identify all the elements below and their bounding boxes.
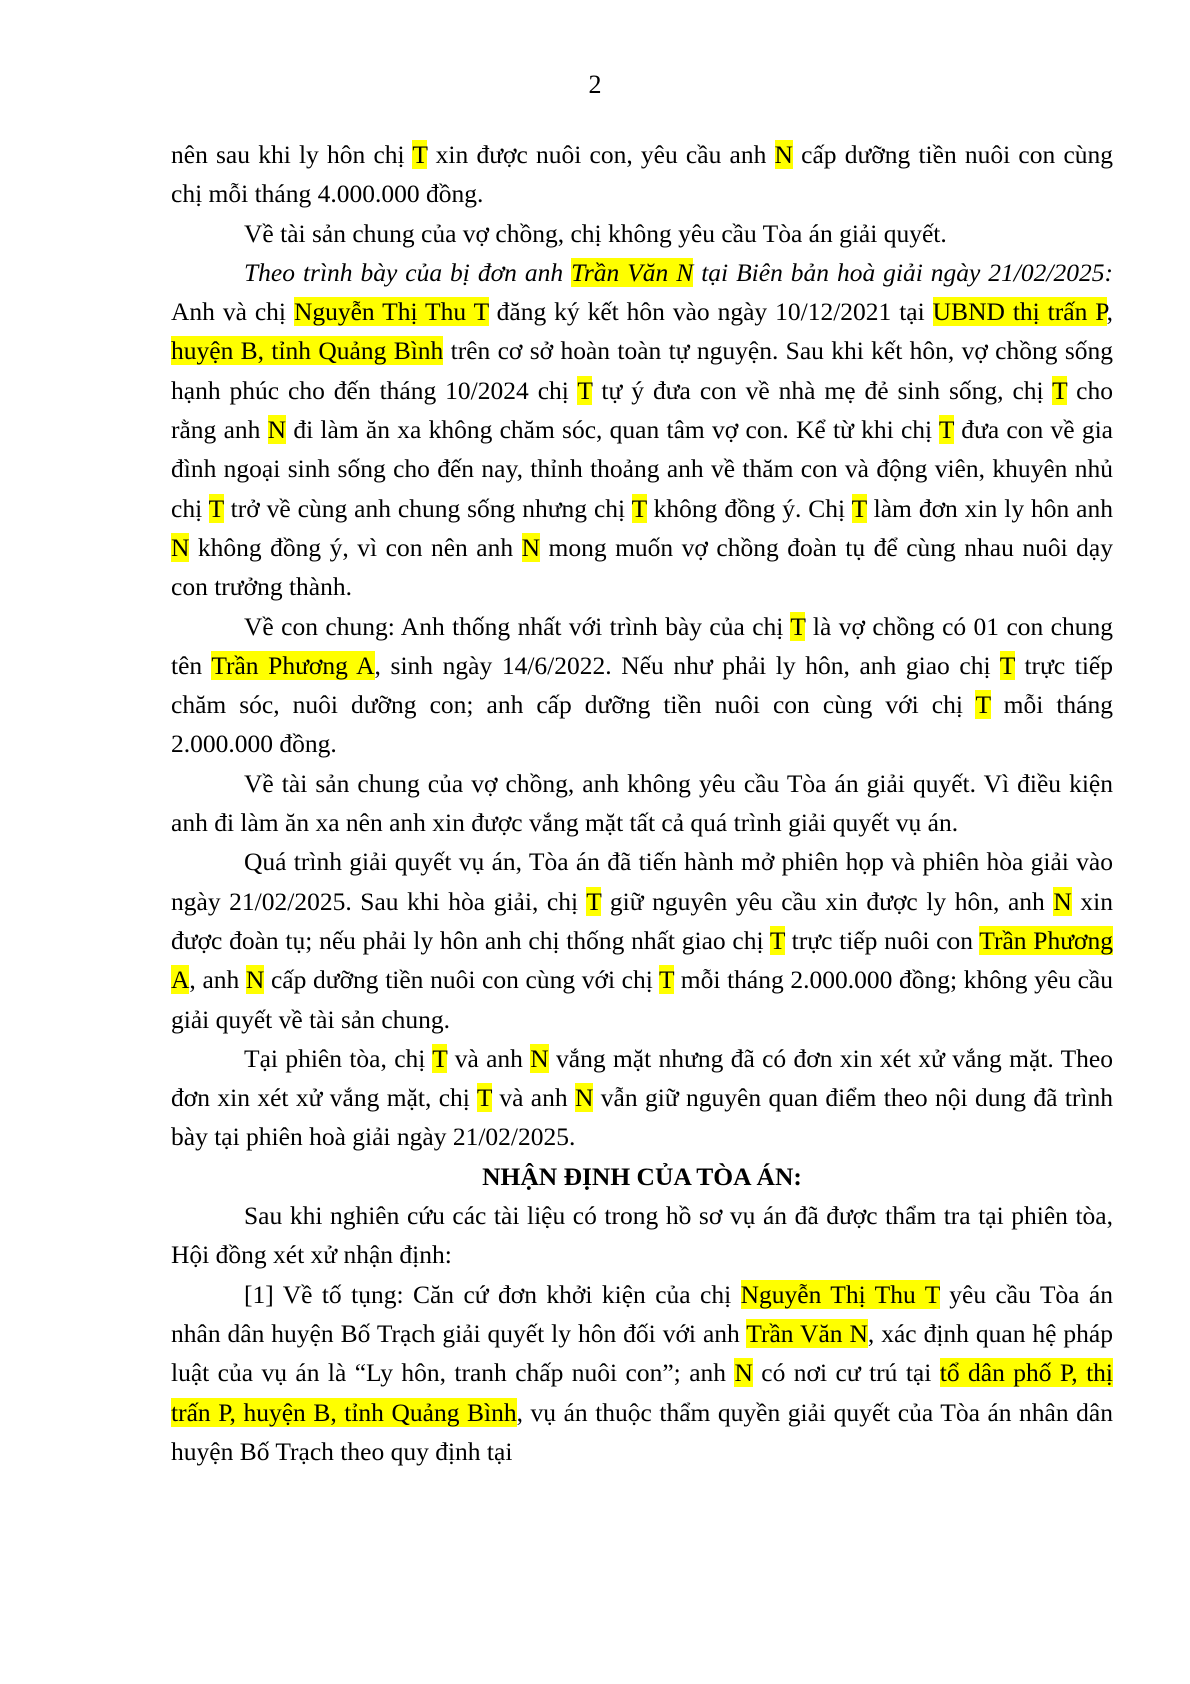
text-run: Sau khi nghiên cứu các tài liệu có trong hồ sơ vụ án đã được thẩm tra tại phiên tòa, Hội đồng xét xử nhận định: xyxy=(171,1201,1113,1270)
text-run: trở về cùng anh chung sống nhưng chị xyxy=(223,493,632,523)
highlighted-text: T xyxy=(790,611,806,641)
text-run: xin được nuôi con, yêu cầu anh xyxy=(427,140,775,169)
text-run: không đồng ý. Chị xyxy=(646,493,852,523)
highlighted-text: T xyxy=(1052,375,1068,405)
text-run: Anh và chị xyxy=(171,297,294,327)
text-run: mỗi tháng 2.000.000 đồng. xyxy=(171,690,1113,759)
paragraph xyxy=(171,214,1113,253)
text-run: đưa con về gia đình ngoại sinh sống cho đến nay, thỉnh thoảng anh về thăm con và động viên, khuyên nhủ chị xyxy=(171,415,1113,523)
highlighted-text: T xyxy=(476,1083,492,1113)
text-run: mỗi tháng 2.000.000 đồng; không yêu cầu giải quyết về tài sản chung. xyxy=(171,965,1113,1034)
text-run: tự ý đưa con về nhà mẹ đẻ sinh sống, chị xyxy=(592,375,1053,405)
text-run: là vợ chồng có 01 con chung tên xyxy=(171,611,1113,680)
text-run: không đồng ý, vì con nên anh xyxy=(189,532,522,562)
highlighted-text: N xyxy=(267,415,287,445)
highlighted-text: T xyxy=(412,140,428,169)
document-body xyxy=(171,135,1113,1471)
text-run: đi làm ăn xa không chăm sóc, quan tâm vợ con. Kể từ khi chị xyxy=(286,415,939,445)
text-run: Về tài sản chung của vợ chồng, chị không yêu cầu Tòa án giải quyết. xyxy=(244,218,947,248)
highlighted-text: Trần Phương A xyxy=(171,925,1113,995)
text-run: và anh xyxy=(491,1083,575,1113)
text-run: Quá trình giải quyết vụ án, Tòa án đã tiến hành mở phiên họp và phiên hòa giải vào ngày 21/02/2025. Sau khi hòa giải, chị xyxy=(171,847,1113,916)
highlighted-text: T xyxy=(631,493,647,523)
section-heading xyxy=(171,1157,1113,1196)
highlighted-text: N xyxy=(774,140,793,169)
highlighted-text: N xyxy=(171,532,190,562)
text-run: vẫn giữ nguyên quan điểm theo nội dung đã trình bày tại phiên hoà giải ngày 21/02/2025. xyxy=(171,1083,1114,1152)
text-run: trực tiếp chăm sóc, nuôi dưỡng con; anh cấp dưỡng tiền nuôi con cùng với chị xyxy=(171,650,1114,720)
paragraph xyxy=(171,842,1113,1038)
highlighted-text: T xyxy=(769,925,785,955)
text-run: vắng mặt nhưng đã có đơn xin xét xử vắng mặt. Theo đơn xin xét xử vắng mặt, chị xyxy=(171,1043,1113,1113)
highlighted-text: T xyxy=(938,415,955,445)
highlighted-text: T xyxy=(432,1043,448,1073)
highlighted-text: huyện B, tỉnh Quảng Bình xyxy=(171,336,444,366)
highlighted-text: Nguyễn Thị Thu T xyxy=(293,297,489,327)
paragraph xyxy=(171,253,1113,607)
highlighted-text: T xyxy=(851,493,867,523)
highlighted-text: N xyxy=(521,532,541,562)
highlighted-text: T xyxy=(586,886,602,916)
text-run: , vụ án thuộc thẩm quyền giải quyết của Tòa án nhân dân huyện Bố Trạch theo quy định tại xyxy=(171,1397,1113,1466)
text-run: làm đơn xin ly hôn anh xyxy=(866,493,1113,523)
text-run: NHẬN ĐỊNH CỦA TÒA ÁN: xyxy=(482,1161,802,1191)
paragraph xyxy=(171,1275,1113,1471)
paragraph xyxy=(171,607,1113,764)
text-run: Tại phiên tòa, chị xyxy=(244,1043,433,1073)
highlighted-text: T xyxy=(577,375,593,405)
highlighted-text: Trần Phương A xyxy=(211,650,375,680)
text-run: Theo trình bày của bị đơn anh xyxy=(244,257,572,287)
text-run: đăng ký kết hôn vào ngày 10/12/2021 tại xyxy=(488,297,933,327)
text-run: xin được đoàn tụ; nếu phải ly hôn anh chị thống nhất giao chị xyxy=(171,886,1113,955)
highlighted-text: Trần Văn N xyxy=(571,257,694,287)
paragraph xyxy=(171,764,1113,843)
highlighted-text: N xyxy=(574,1083,594,1113)
text-run: , xyxy=(1106,297,1113,327)
text-run: giữ nguyên yêu cầu xin được ly hôn, anh xyxy=(601,886,1054,916)
text-run: , anh xyxy=(189,965,246,995)
page-number: 2 xyxy=(588,70,602,99)
highlighted-text: Nguyễn Thị Thu T xyxy=(740,1279,940,1309)
text-run: có nơi cư trú tại xyxy=(752,1358,940,1388)
highlighted-text: N xyxy=(530,1043,549,1073)
highlighted-text: UBND thị trấn P xyxy=(932,297,1107,327)
text-run: trực tiếp nuôi con xyxy=(784,925,980,955)
text-run: cấp dưỡng tiền nuôi con cùng với chị xyxy=(264,965,660,995)
text-run: , xác định quan hệ pháp luật của vụ án là “Ly hôn, tranh chấp nuôi con”; anh xyxy=(171,1318,1113,1388)
text-run: yêu cầu Tòa án nhân dân huyện Bố Trạch giải quyết ly hôn đối với anh xyxy=(171,1279,1113,1348)
highlighted-text: N xyxy=(245,965,265,995)
paragraph xyxy=(171,1196,1113,1275)
text-run: [1] Về tố tụng: Căn cứ đơn khởi kiện của chị xyxy=(244,1279,741,1309)
paragraph xyxy=(171,135,1113,214)
text-run: cấp dưỡng tiền nuôi con cùng chị mỗi tháng 4.000.000 đồng. xyxy=(171,140,1114,209)
text-run: cho rằng anh xyxy=(171,375,1114,445)
paragraph xyxy=(171,1039,1113,1157)
highlighted-text: T xyxy=(659,965,675,995)
highlighted-text: T xyxy=(999,650,1015,680)
highlighted-text: tổ dân phố P, thị trấn P, huyện B, tỉnh Quảng Bình xyxy=(171,1358,1113,1427)
text-run: trên cơ sở hoàn toàn tự nguyện. Sau khi kết hôn, vợ chồng sống hạnh phúc cho đến tháng 10/2024 chị xyxy=(171,336,1114,405)
text-run: Về tài sản chung của vợ chồng, anh không yêu cầu Tòa án giải quyết. Vì điều kiện anh đi làm ăn xa nên anh xin được vắng mặt tất cả quá trình giải quyết vụ án. xyxy=(171,768,1113,838)
highlighted-text: N xyxy=(734,1358,753,1388)
text-run: nên sau khi ly hôn chị xyxy=(171,140,413,169)
text-run: tại Biên bản hoà giải ngày 21/02/2025: xyxy=(693,257,1113,287)
text-run: , sinh ngày 14/6/2022. Nếu như phải ly hôn, anh giao chị xyxy=(374,650,1000,680)
highlighted-text: Trần Văn N xyxy=(746,1318,868,1348)
highlighted-text: N xyxy=(1053,886,1072,916)
text-run: Về con chung: Anh thống nhất với trình bày của chị xyxy=(244,611,791,641)
text-run: và anh xyxy=(447,1043,531,1073)
text-run: mong muốn vợ chồng đoàn tụ để cùng nhau nuôi dạy con trưởng thành. xyxy=(171,532,1113,602)
highlighted-text: T xyxy=(975,690,991,720)
highlighted-text: T xyxy=(208,493,224,523)
